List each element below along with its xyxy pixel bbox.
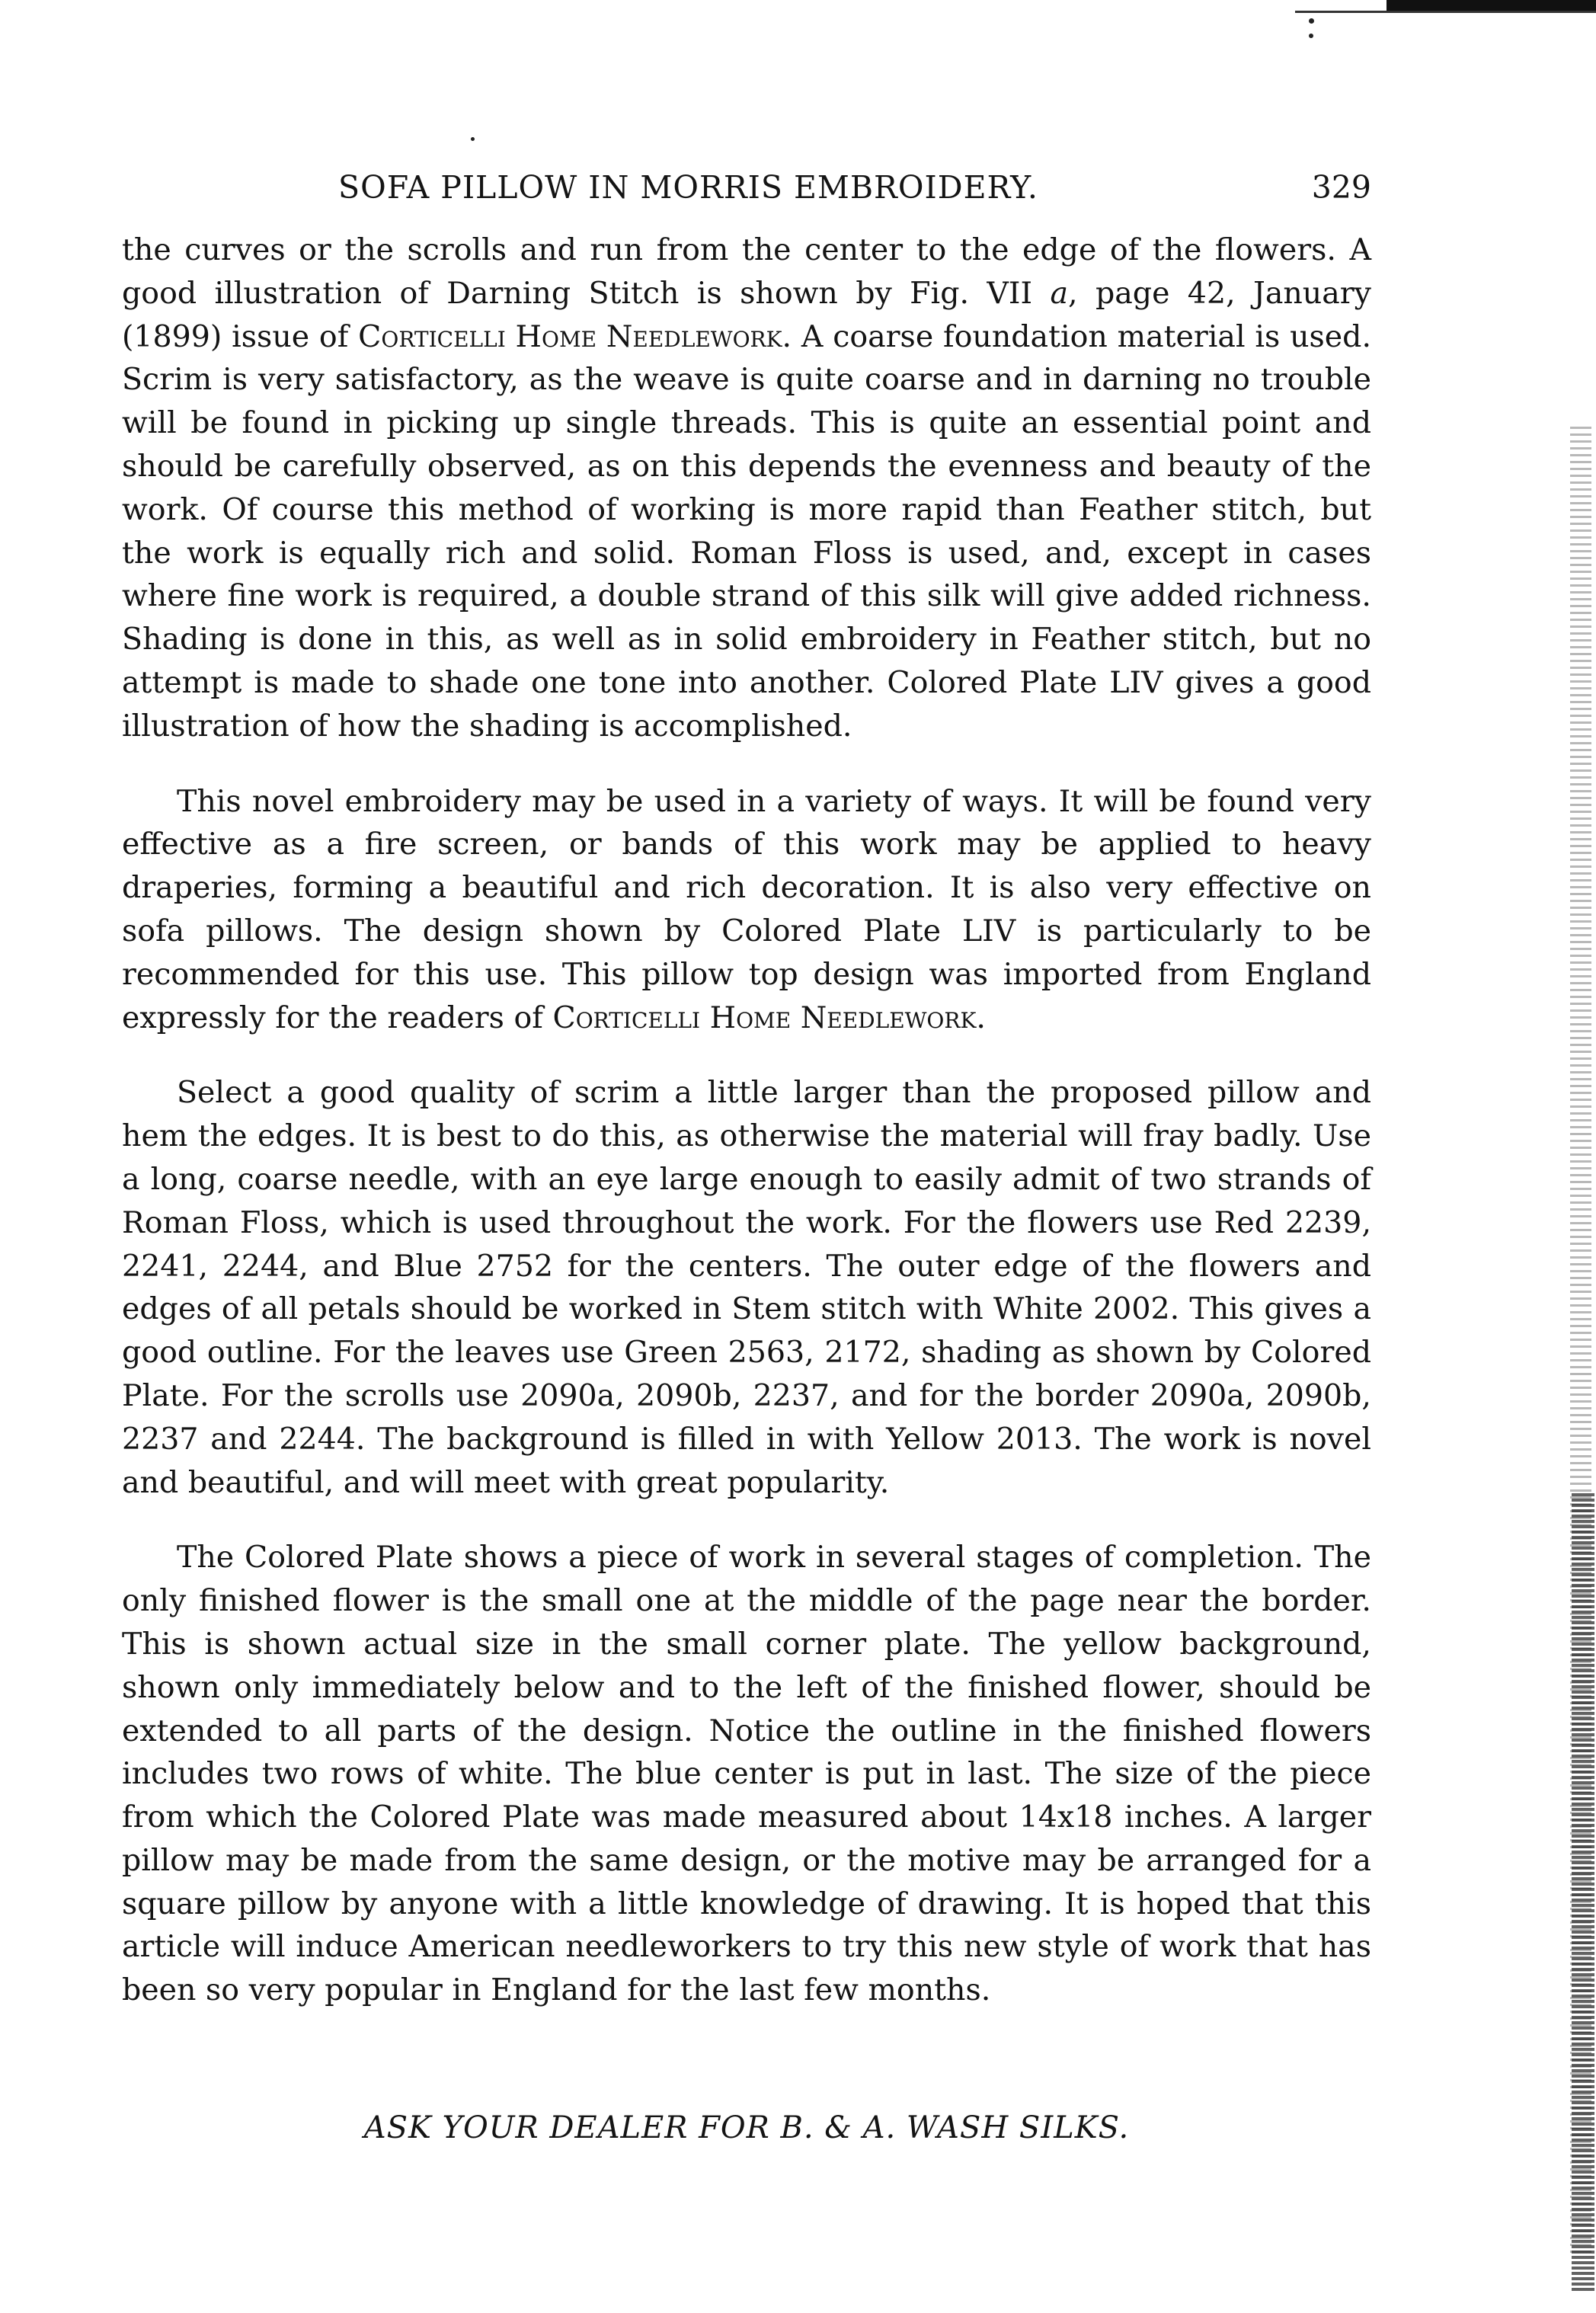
paragraph-2-text-end: .: [976, 1000, 986, 1035]
paragraph-1-text-end: . A coarse foundation material is used. Scrim is very satisfactory, as the weave is quite coarse and in darning no trouble will be found in picking up single threads. This is quite an essential point and should be carefully observed, as on this depends the evenness and beauty of the work. Of course this method of working is more rapid than Feather stitch, but the work is equally rich and solid. Roman Floss is used, and, except in cases where fine work is required, a double strand of this silk will give added richness. Shading is done in this, as well as in solid embroidery in Feather stitch, but no attempt is made to shade one tone into another. Colored Plate LIV gives a good illustration of how the shading is accomplished.: [122, 318, 1372, 744]
paragraph-4-text: The Colored Plate shows a piece of work in several stages of completion. The only finished flower is the small one at the middle of the page near the border. This is shown actual size in the small corner plate. The yellow background, shown only immediately below and to the left of the finished flower, should be extended to all parts of the design. Notice the outline in the finished flowers includes two rows of white. The blue center is put in last. The size of the piece from which the Colored Plate was made measured about 14x18 inches. A larger pillow may be made from the same design, or the motive may be arranged for a square pillow by anyone with a little knowledge of drawing. It is hoped that this article will induce American needleworkers to try this new style of work that has been so very popular in England for the last few months.: [122, 1540, 1371, 2008]
paragraph-4: [122, 1536, 1371, 2012]
top-edge-rule: [1387, 0, 1596, 11]
running-header: [122, 169, 1371, 215]
paragraph-2-text: This novel embroidery may be used in a variety of ways. It will be found very effective as a fire screen, or bands of this work may be applied to heavy draperies, forming a beautiful and rich decoration. It is also very effective on sofa pillows. The design shown by Colored Plate LIV is particularly to be recommended for this use. This pillow top design was imported from England expressly for the readers of: [122, 783, 1371, 1035]
paragraph-1-text: the curves or the scrolls and run from the center to the edge of the flowers. A good illustration of Darning Stitch is shown by Fig. VII: [122, 232, 1371, 311]
footer-advertisement: ASK YOUR DEALER FOR B. & A. WASH SILKS.: [363, 2110, 1130, 2145]
top-edge-rule-thin: [1295, 11, 1596, 13]
ink-speck: [1309, 34, 1313, 38]
article-body: [122, 229, 1371, 2044]
paragraph-2: [122, 780, 1371, 1040]
figure-letter: a: [1050, 275, 1069, 311]
page-number: 329: [1311, 169, 1371, 206]
paragraph-1-text-cont: , page 42, January (1899) issue of: [122, 275, 1371, 354]
paragraph-1: [122, 229, 1371, 748]
paragraph-3: [122, 1071, 1371, 1504]
publication-name: Corticelli Home Needlework: [552, 1000, 977, 1035]
page-header-title: SOFA PILLOW IN MORRIS EMBROIDERY.: [338, 169, 1038, 206]
page-edge-binding: [1572, 1493, 1594, 2293]
paragraph-3-text: Select a good quality of scrim a little larger than the proposed pillow and hem the edges. It is best to do this, as otherwise the material will fray badly. Use a long, coarse needle, with an eye large enough to easily admit of two strands of Roman Floss, which is used throughout the work. For the flowers use Red 2239, 2241, 2244, and Blue 2752 for the centers. The outer edge of the flowers and edges of all petals should be worked in Stem stitch with White 2002. This gives a good outline. For the leaves use Green 2563, 2172, shading as shown by Colored Plate. For the scrolls use 2090a, 2090b, 2237, and for the border 2090a, 2090b, 2237 and 2244. The background is filled in with Yellow 2013. The work is novel and beautiful, and will meet with great popularity.: [122, 1075, 1371, 1500]
ink-speck: [1309, 18, 1314, 24]
publication-name: Corticelli Home Needlework: [358, 318, 782, 354]
ink-speck: [471, 137, 475, 141]
